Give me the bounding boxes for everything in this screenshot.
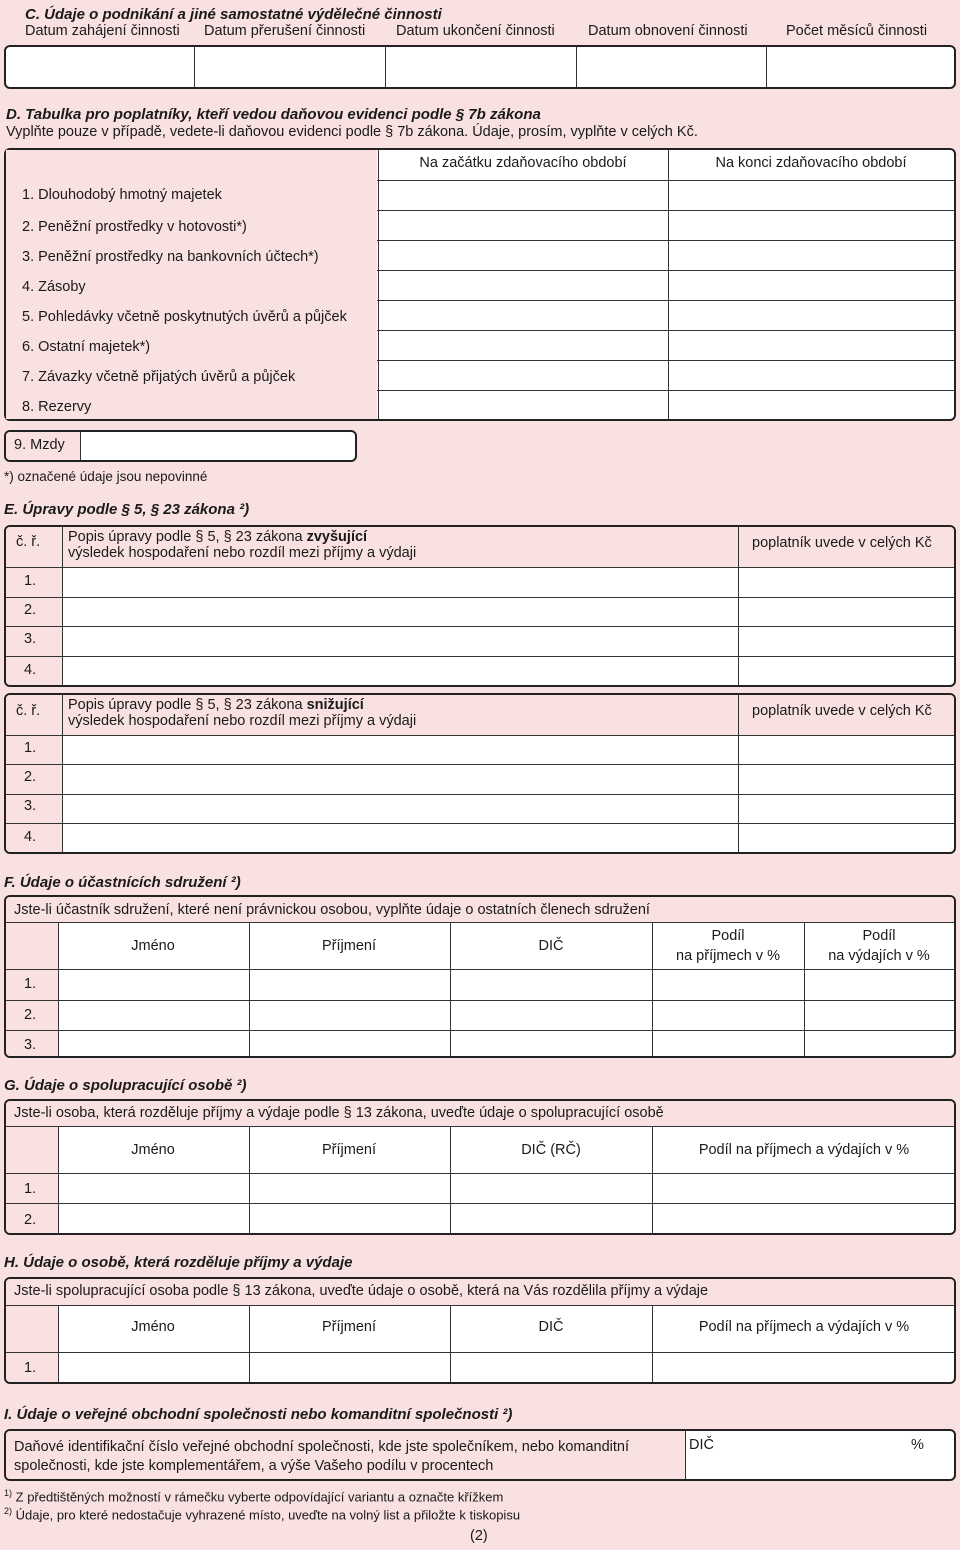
g-intro: Jste-li osoba, která rozděluje příjmy a výdaje podle § 13 zákona, uveďte údaje o spolupracující osobě <box>14 1105 664 1121</box>
h-person-fields[interactable] <box>58 1352 954 1381</box>
e-dec-amount-header: poplatník uvede v celých Kč <box>752 703 932 719</box>
section-e-title: E. Úpravy podle § 5, § 23 zákona ²) <box>4 501 250 518</box>
f-col-expense-share: Podíl na výdajích v % <box>828 928 930 964</box>
h-col-name: Jméno <box>131 1319 175 1335</box>
d-row-1: 1. Dlouhodobý hmotný majetek <box>22 187 222 203</box>
f-col-name: Jméno <box>131 938 175 954</box>
f-col-surname: Příjmení <box>322 938 376 954</box>
e-inc-desc: Popis úpravy podle § 5, § 23 zákona zvyšující výsledek hospodaření nebo rozdíl mezi příjmy a výdaji <box>68 529 417 561</box>
g-row-1: 1. <box>24 1181 37 1197</box>
d-start-values[interactable] <box>379 181 666 417</box>
e-inc-row-4: 4. <box>24 662 37 678</box>
col-date-end: Datum ukončení činnosti <box>396 23 555 39</box>
e-inc-amount-header: poplatník uvede v celých Kč <box>752 535 932 551</box>
i-description: Daňové identifikační číslo veřejné obchodní společnosti, kde jste společníkem, nebo komanditní společnosti, kde jste komplementářem, a výše Vašeho podílu v procentech <box>14 1439 629 1474</box>
e-dec-desc: Popis úpravy podle § 5, § 23 zákona snižující výsledek hospodaření nebo rozdíl mezi příjmy a výdaji <box>68 697 417 729</box>
section-c-title: C. Údaje o podnikání a jiné samostatné výdělečné činnosti <box>25 6 442 23</box>
d-row-2: 2. Peněžní prostředky v hotovosti*) <box>22 219 247 235</box>
d-row-8: 8. Rezervy <box>22 399 92 415</box>
g-col-name: Jméno <box>131 1142 175 1158</box>
i-percent-label: % <box>911 1437 924 1453</box>
date-break-field[interactable] <box>196 47 383 87</box>
i-dic-field[interactable] <box>713 1432 903 1478</box>
e-cr-header: č. ř. <box>16 534 41 550</box>
col-date-renew: Datum obnovení činnosti <box>588 23 748 39</box>
e-dec-row-3: 3. <box>24 798 37 814</box>
d-row-7: 7. Závazky včetně přijatých úvěrů a půjček <box>22 369 296 385</box>
d-row-6: 6. Ostatní majetek*) <box>22 339 151 355</box>
col-date-break: Datum přerušení činnosti <box>204 23 366 39</box>
date-start-field[interactable] <box>6 47 192 87</box>
page-number: (2) <box>470 1528 488 1544</box>
f-row-2: 2. <box>24 1007 37 1023</box>
e-dec-desc-fields[interactable] <box>62 735 738 851</box>
mzdy-field[interactable] <box>82 432 354 460</box>
d-row-4: 4. Zásoby <box>22 279 86 295</box>
col-end: Na konci zdaňovacího období <box>715 155 907 171</box>
g-row-2: 2. <box>24 1212 37 1228</box>
d-end-values[interactable] <box>669 181 954 417</box>
i-percent-field[interactable] <box>926 1432 954 1478</box>
f-row-1: 1. <box>24 976 37 992</box>
e-inc-row-3: 3. <box>24 631 37 647</box>
i-dic-label: DIČ <box>689 1437 714 1453</box>
e-dec-row-4: 4. <box>24 829 37 845</box>
e-inc-row-2: 2. <box>24 602 37 618</box>
e-cr-header-2: č. ř. <box>16 703 41 719</box>
mzdy-label: 9. Mzdy <box>14 437 65 453</box>
months-field[interactable] <box>768 47 954 87</box>
e-dec-amount-fields[interactable] <box>738 735 954 851</box>
col-months: Počet měsíců činnosti <box>786 23 928 39</box>
date-end-field[interactable] <box>387 47 574 87</box>
g-col-surname: Příjmení <box>322 1142 376 1158</box>
f-intro: Jste-li účastník sdružení, které není právnickou osobou, vyplňte údaje o ostatních členech sdružení <box>14 902 650 918</box>
e-dec-row-1: 1. <box>24 740 37 756</box>
section-f-title: F. Údaje o účastnících sdružení ²) <box>4 874 241 891</box>
section-g-title: G. Údaje o spolupracující osobě ²) <box>4 1077 247 1094</box>
e-dec-row-2: 2. <box>24 769 37 785</box>
g-person-fields[interactable] <box>58 1174 954 1232</box>
f-col-income-share: Podíl na příjmech v % <box>676 928 780 964</box>
g-col-dic: DIČ (RČ) <box>521 1142 581 1158</box>
footnote-1: $^{1)}$ Z předtištěných možností v rámečku vyberte odpovídající variantu a označte křížkem <box>4 1488 504 1505</box>
section-h-title: H. Údaje o osobě, která rozděluje příjmy a výdaje <box>4 1254 353 1271</box>
date-renew-field[interactable] <box>578 47 764 87</box>
h-col-dic: DIČ <box>538 1319 564 1335</box>
h-col-surname: Příjmení <box>322 1319 376 1335</box>
h-col-share: Podíl na příjmech a výdajích v % <box>698 1319 910 1335</box>
section-d-title: D. Tabulka pro poplatníky, kteří vedou daňovou evidenci podle § 7b zákona <box>6 106 541 123</box>
f-row-3: 3. <box>24 1037 37 1053</box>
section-d-subtitle: Vyplňte pouze v případě, vedete-li daňovou evidenci podle § 7b zákona. Údaje, prosím, vyplňte v celých Kč. <box>6 124 698 140</box>
e-inc-desc-fields[interactable] <box>62 567 738 683</box>
footnote-2: $^{2)}$ Údaje, pro které nedostačuje vyhrazené místo, uveďte na volný list a přiložte k tiskopisu <box>4 1506 521 1523</box>
d-row-5: 5. Pohledávky včetně poskytnutých úvěrů a půjček <box>22 309 347 325</box>
f-member-fields[interactable] <box>58 970 954 1056</box>
e-inc-row-1: 1. <box>24 573 37 589</box>
g-col-share: Podíl na příjmech a výdajích v % <box>698 1142 910 1158</box>
e-inc-amount-fields[interactable] <box>738 567 954 683</box>
section-i-title: I. Údaje o veřejné obchodní společnosti nebo komanditní společnosti ²) <box>4 1406 513 1423</box>
d-row-3: 3. Peněžní prostředky na bankovních účtech*) <box>22 249 319 265</box>
col-start: Na začátku zdaňovacího období <box>419 155 627 171</box>
h-row-1: 1. <box>24 1360 37 1376</box>
h-intro: Jste-li spolupracující osoba podle § 13 zákona, uveďte údaje o osobě, která na Vás rozdělila příjmy a výdaje <box>14 1283 709 1299</box>
optional-note: *) označené údaje jsou nepovinné <box>4 469 208 484</box>
f-col-dic: DIČ <box>538 938 564 954</box>
col-date-start: Datum zahájení činnosti <box>25 23 180 39</box>
